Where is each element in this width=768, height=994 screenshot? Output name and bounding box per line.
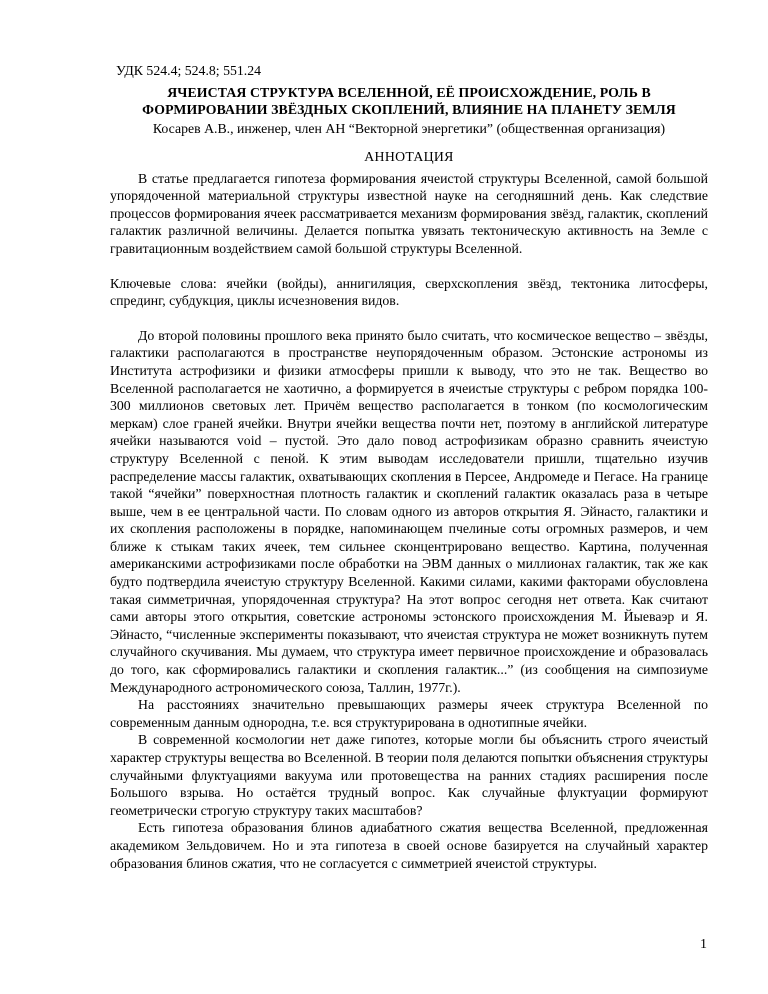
body-paragraph-2: На расстояниях значительно превышающих размеры ячеек структура Вселенной по современным данным однородна, т.е. вся структурирована в однотипные ячейки. xyxy=(110,697,708,730)
page-number: 1 xyxy=(700,937,707,952)
keywords: Ключевые слова: ячейки (войды), аннигиляция, сверхскопления звёзд, тектоника литосферы, спрединг, субдукция, циклы исчезновения видов. xyxy=(110,275,708,309)
body-paragraph-3: В современной космологии нет даже гипотез, которые могли бы объяснить строго ячеистый характер структуры вещества во Вселенной. В теории поля делаются попытки объяснения структуры случайными флуктуациями вакуума или протовещества на ранних стадиях расширения после Большого взрыва. Но остаётся трудный вопрос. Как случайные флуктуации формируют геометрически строгую структуру таких масштабов? xyxy=(110,732,708,818)
body-paragraph-4: Есть гипотеза образования блинов адиабатного сжатия вещества Вселенной, предложенная академиком Зельдовичем. Но и эта гипотеза в своей основе базируется на случайный характер образования блинов сжатия, что не согласуется с симметрией ячеистой структуры. xyxy=(110,820,708,871)
document-page xyxy=(110,62,708,872)
body-paragraph-1: До второй половины прошлого века принято было считать, что космическое вещество – звёзды, галактики располагаются в пространстве неупорядоченным образом. Эстонские астрономы из Института астрофизики и физики атмосферы пришли к выводу, что это не так. Вещество во Вселенной располагается не хаотично, а формируется в ячеистые структуры с ребром порядка 100-300 миллионов световых лет. Причём вещество располагается в тонком (по космологическим меркам) слое граней ячейки. Внутри ячейки вещества почти нет, поэтому в английской литературе ячейки называются void – пустой. Это дало повод астрофизикам образно сравнить ячеистую структуру Вселенной с пеной. К этим выводам исследователи пришли, тщательно изучив распределение массы галактик, охватывающих скопления в Персее, Андромеде и Пегасе. На границе такой “ячейки” поверхностная плотность галактик и скоплений галактик оказалась раза в четыре выше, чем в ее центральной части. По словам одного из авторов открытия Я. Эйнасто, галактики и их скопления расположены в порядке, напоминающем пчелиные соты огромных размеров, и чем ближе к стыкам таких ячеек, тем сильнее сконцентрировано вещество. Картина, полученная американскими астрофизиками после обработки на ЭВМ данных о миллионах галактик, так же как будто подтвердила ячеистую структуру Вселенной. Какими силами, какими факторами обусловлена такая симметричная, упорядоченная структура? На этот вопрос сегодня нет ответа. Как считают сами авторы этого открытия, советские астрономы эстонского происхождения М. Йыеваэр и Я. Эйнасто, “численные эксперименты показывают, что ячеистая структура не может возникнуть путем случайного скучивания. Мы думаем, что структура имеет первичное происхождение и образовалась до того, как сформировались галактики и скопления галактик...” (из сообщения на симпозиуме Международного астрономического союза, Таллин, 1977г.). xyxy=(110,327,708,695)
abstract-text: В статье предлагается гипотеза формирования ячеистой структуры Вселенной, самой большой упорядоченной материальной структуры известной науке на сегодняшний день. Как следствие процессов формирования ячеек рассматривается механизм формирования звёзд, галактик, скоплений галактик различной величины. Делается попытка увязать тектоническую активность на Земле с гравитационным воздействием самой большой структуры Вселенной. xyxy=(110,170,708,256)
abstract-heading: АННОТАЦИЯ xyxy=(364,149,454,164)
author-line: Косарев А.В., инженер, член АН “Векторной энергетики” (общественная организация) xyxy=(152,121,666,137)
article-title: ЯЧЕИСТАЯ СТРУКТУРА ВСЕЛЕННОЙ, ЕЁ ПРОИСХОЖДЕНИЕ, РОЛЬ В ФОРМИРОВАНИИ ЗВЁЗДНЫХ СКОПЛЕНИЙ, ВЛИЯНИЕ НА ПЛАНЕТУ ЗЕМЛЯ xyxy=(142,84,676,117)
udk-code: УДК 524.4; 524.8; 551.24 xyxy=(116,63,262,78)
